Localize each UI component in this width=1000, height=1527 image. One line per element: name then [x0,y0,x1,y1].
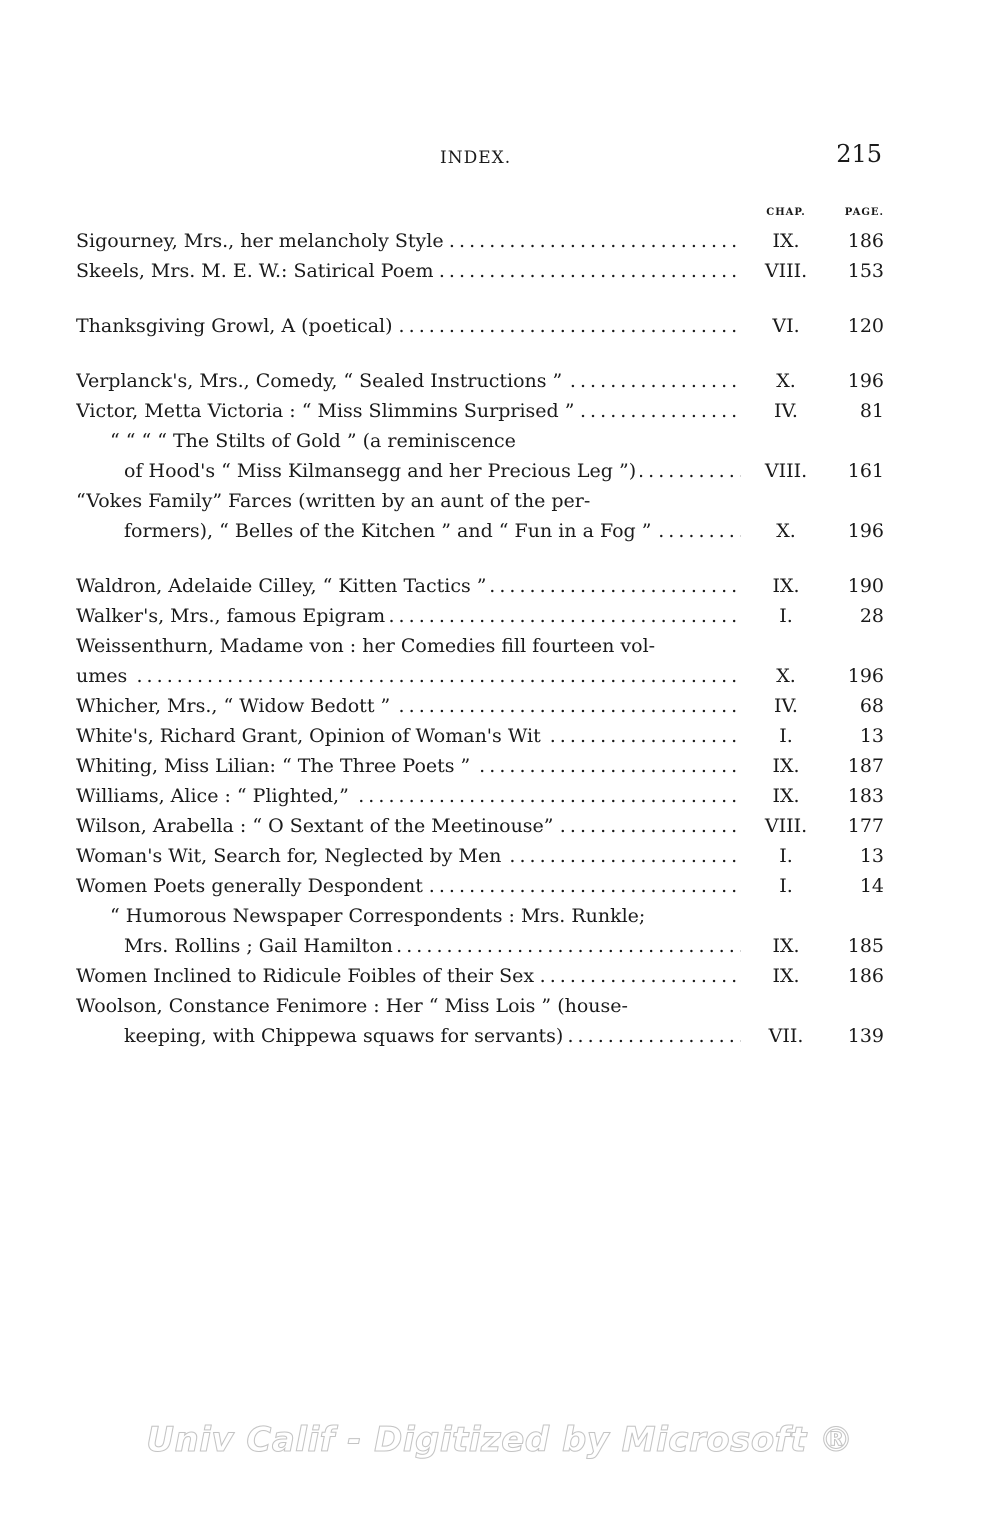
entry-text: formers), “ Belles of the Kitchen ” and “ Fun in a Fog ” [124,520,655,542]
entry-page: 161 [847,460,884,482]
entry-chapter: IV. [774,695,798,717]
entry-line [76,991,884,1021]
entry-chapter: X. [776,520,796,542]
index-entry [76,991,884,1051]
entry-page: 186 [847,965,884,987]
entry-text: Walker's, Mrs., famous Epigram [76,605,389,627]
entry-text: White's, Richard Grant, Opinion of Woman's Wit [76,725,545,747]
index-entry [76,961,884,991]
entry-chapter: VIII. [764,815,808,837]
page-header [76,140,884,176]
entry-chapter: IX. [772,935,800,957]
entry-text: Mrs. Rollins ; Gail Hamilton [124,935,397,957]
entry-line [76,631,884,661]
entry-page: 186 [847,230,884,252]
index-entry [76,311,884,341]
index-entry [76,486,884,546]
index-entry [76,751,884,781]
index-entry [76,426,884,486]
entry-line [76,721,884,751]
index-entry [76,871,884,901]
entry-page: 183 [847,785,884,807]
entry-chapter: I. [779,725,793,747]
column-headings [76,207,884,223]
entry-line [76,811,884,841]
entry-chapter: I. [779,845,793,867]
entry-continuation-line [76,661,884,691]
entry-line [76,366,884,396]
entry-continuation-line [76,931,884,961]
index-entry [76,571,884,601]
entry-line [76,901,884,931]
entry-text: “ Humorous Newspaper Correspondents : Mrs. Runkle; [110,905,649,927]
entry-continuation-line [76,456,884,486]
entry-page: 196 [847,665,884,687]
entry-chapter: VII. [768,1025,804,1047]
chapter-column-heading: CHAP. [766,207,806,218]
entry-text: umes [76,665,131,687]
index-entries [76,226,884,1051]
entry-continuation-line [76,1021,884,1051]
entry-page: 185 [847,935,884,957]
index-entry [76,256,884,286]
entry-page: 177 [847,815,884,837]
entry-line [76,256,884,286]
entry-chapter: IX. [772,230,800,252]
entry-chapter: IX. [772,785,800,807]
entry-chapter: IX. [772,575,800,597]
entry-text: Waldron, Adelaide Cilley, “ Kitten Tactics ” [76,575,490,597]
entry-text: Thanksgiving Growl, A (poetical) [76,315,397,337]
entry-text: Skeels, Mrs. M. E. W.: Satirical Poem [76,260,437,282]
entry-line [76,226,884,256]
index-entry [76,841,884,871]
entry-page: 196 [847,520,884,542]
entry-text: Wilson, Arabella : “ O Sextant of the Meetinouse” [76,815,558,837]
entry-page: 81 [859,400,884,422]
page-column-heading: PAGE. [844,207,884,218]
entry-text: Women Inclined to Ridicule Foibles of their Sex [76,965,538,987]
entry-page: 153 [847,260,884,282]
entry-chapter: I. [779,875,793,897]
index-entry [76,601,884,631]
entry-page: 68 [859,695,884,717]
index-entry [76,811,884,841]
entry-page: 187 [847,755,884,777]
index-entry [76,396,884,426]
entry-line [76,691,884,721]
entry-line [76,396,884,426]
entry-chapter: X. [776,370,796,392]
index-entry [76,226,884,256]
index-entry [76,781,884,811]
entry-text: Victor, Metta Victoria : “ Miss Slimmins Surprised ” [76,400,578,422]
entry-text: Woolson, Constance Fenimore : Her “ Miss Lois ” (house- [76,995,632,1017]
entry-text: Sigourney, Mrs., her melancholy Style [76,230,448,252]
entry-text: of Hood's “ Miss Kilmansegg and her Precious Leg ”) [124,460,640,482]
index-entry [76,691,884,721]
entry-text: Woman's Wit, Search for, Neglected by Men [76,845,505,867]
entry-text: Verplanck's, Mrs., Comedy, “ Sealed Instructions ” [76,370,566,392]
entry-line [76,311,884,341]
entry-continuation-line [76,516,884,546]
entry-text: “ “ “ “ The Stilts of Gold ” (a reminiscence [110,430,520,452]
entry-chapter: IV. [774,400,798,422]
entry-chapter: VI. [772,315,800,337]
entry-text: keeping, with Chippewa squaws for servants) [124,1025,567,1047]
entry-line [76,426,884,456]
entry-text: Whiting, Miss Lilian: “ The Three Poets ” [76,755,474,777]
entry-chapter: IX. [772,755,800,777]
running-head: INDEX. [440,148,512,168]
entry-chapter: I. [779,605,793,627]
entry-line [76,486,884,516]
entry-line [76,781,884,811]
entry-chapter: VIII. [764,460,808,482]
index-entry [76,721,884,751]
entry-line [76,841,884,871]
page-number: 215 [836,140,882,168]
entry-page: 28 [859,605,884,627]
entry-page: 190 [847,575,884,597]
index-entry [76,901,884,961]
index-entry [76,631,884,691]
entry-chapter: VIII. [764,260,808,282]
entry-page: 120 [847,315,884,337]
entry-chapter: IX. [772,965,800,987]
entry-page: 13 [859,845,884,867]
entry-line [76,871,884,901]
entry-page: 13 [859,725,884,747]
entry-text: Whicher, Mrs., “ Widow Bedott ” [76,695,394,717]
entry-chapter: X. [776,665,796,687]
entry-text: Weissenthurn, Madame von : her Comedies fill fourteen vol- [76,635,659,657]
entry-page: 196 [847,370,884,392]
entry-line [76,961,884,991]
entry-line [76,571,884,601]
entry-text: Williams, Alice : “ Plighted,” [76,785,353,807]
entry-page: 14 [859,875,884,897]
entry-line [76,751,884,781]
entry-page: 139 [847,1025,884,1047]
entry-text: Women Poets generally Despondent [76,875,427,897]
entry-line [76,601,884,631]
index-entry [76,366,884,396]
entry-text: “Vokes Family” Farces (written by an aunt of the per- [76,490,594,512]
digitization-watermark: Univ Calif - Digitized by Microsoft ® [146,1420,854,1460]
